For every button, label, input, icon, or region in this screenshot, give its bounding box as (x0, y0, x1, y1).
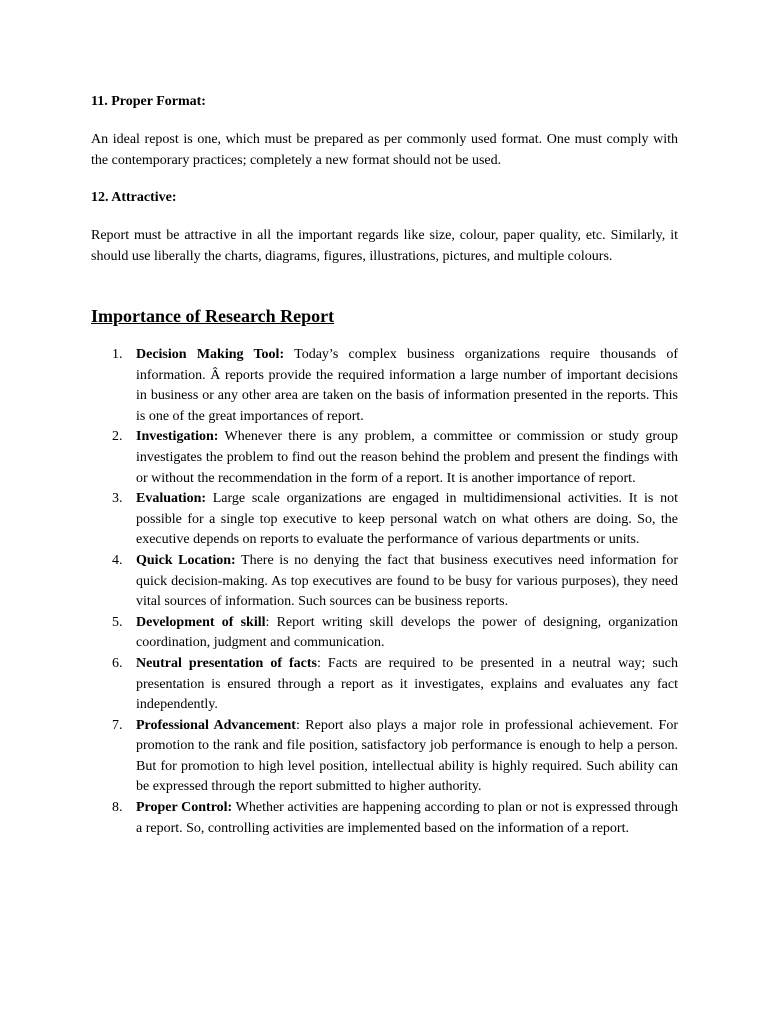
importance-list (91, 345, 678, 839)
list-item-title: Development of skill (136, 614, 266, 630)
list-item-text: : Report writing skill develops the power of designing, organization coordination, judgment and communication. (136, 614, 678, 651)
list-item (91, 489, 678, 551)
list-item (91, 427, 678, 489)
list-item-number: 5. (112, 614, 123, 630)
list-item-number: 4. (112, 552, 123, 568)
list-item-title: Proper Control: (136, 800, 233, 816)
list-item-title: Neutral presentation of facts (136, 655, 317, 671)
list-item-number: 1. (112, 347, 123, 362)
importance-heading: Importance of Research Report (91, 306, 335, 326)
list-item-number: 7. (112, 717, 123, 733)
list-item-title: Investigation: (136, 429, 219, 445)
list-item (91, 798, 678, 839)
list-item-number: 2. (112, 429, 123, 445)
section-heading-attractive: 12. Attractive: (91, 190, 177, 205)
list-item-number: 8. (112, 800, 123, 816)
list-item (91, 716, 678, 798)
list-item-text: Whenever there is any problem, a committee or commission or study group investigates the problem to find out the reason behind the problem and present the findings with or without the recommendation in the form of a report. It is another importance of report. (136, 429, 678, 486)
section-heading-proper-format: 11. Proper Format: (91, 94, 206, 109)
list-item-text: Large scale organizations are engaged in multidimensional activities. It is not possible for a single top executive to keep personal watch on what others are doing. So, the executive depends on reports to evaluate the performance of various departments or units. (136, 491, 678, 548)
list-item-title: Decision Making Tool: (136, 347, 285, 362)
list-item (91, 551, 678, 613)
list-item-text: There is no denying the fact that business executives need information for quick decision-making. As top executives are found to be busy for various purposes), they need vital sources of information. Such sources can be business reports. (136, 552, 678, 610)
section-body-proper-format: An ideal repost is one, which must be prepared as per commonly used format. One must comply with the contemporary practices; completely a new format should not be used. (91, 132, 678, 168)
list-item-text: Whether activities are happening according to plan or not is expressed through a report. So, controlling activities are implemented based on the information of a report. (136, 800, 678, 836)
list-item-number: 3. (112, 491, 123, 507)
list-item (91, 613, 678, 654)
list-item-title: Professional Advancement (136, 717, 296, 733)
list-item-text: : Facts are required to be presented in a neutral way; such presentation is ensured through a report as it investigates, explains and evaluates any fact independently. (136, 655, 678, 713)
list-item-title: Quick Location: (136, 552, 236, 568)
list-item-number: 6. (112, 655, 123, 671)
list-item-title: Evaluation: (136, 491, 207, 507)
list-item-text: Today’s complex business organizations require thousands of information. Â reports provide the required information a large number of important decisions in business or any other area are taken on the basis of information presented in the reports. This is one of the great importances of report. (136, 347, 678, 424)
list-item-text: : Report also plays a major role in professional achievement. For promotion to the rank and file position, satisfactory job performance is enough to help a person. But for promotion to high level position, intellectual ability is highly required. Such ability can be expressed through the report submitted to higher authority. (136, 717, 678, 795)
list-item (91, 654, 678, 716)
section-body-attractive: Report must be attractive in all the important regards like size, colour, paper quality, etc. Similarly, it should use liberally the charts, diagrams, figures, illustrations, pictures, and multiple colours. (91, 228, 678, 264)
list-item (91, 345, 678, 427)
